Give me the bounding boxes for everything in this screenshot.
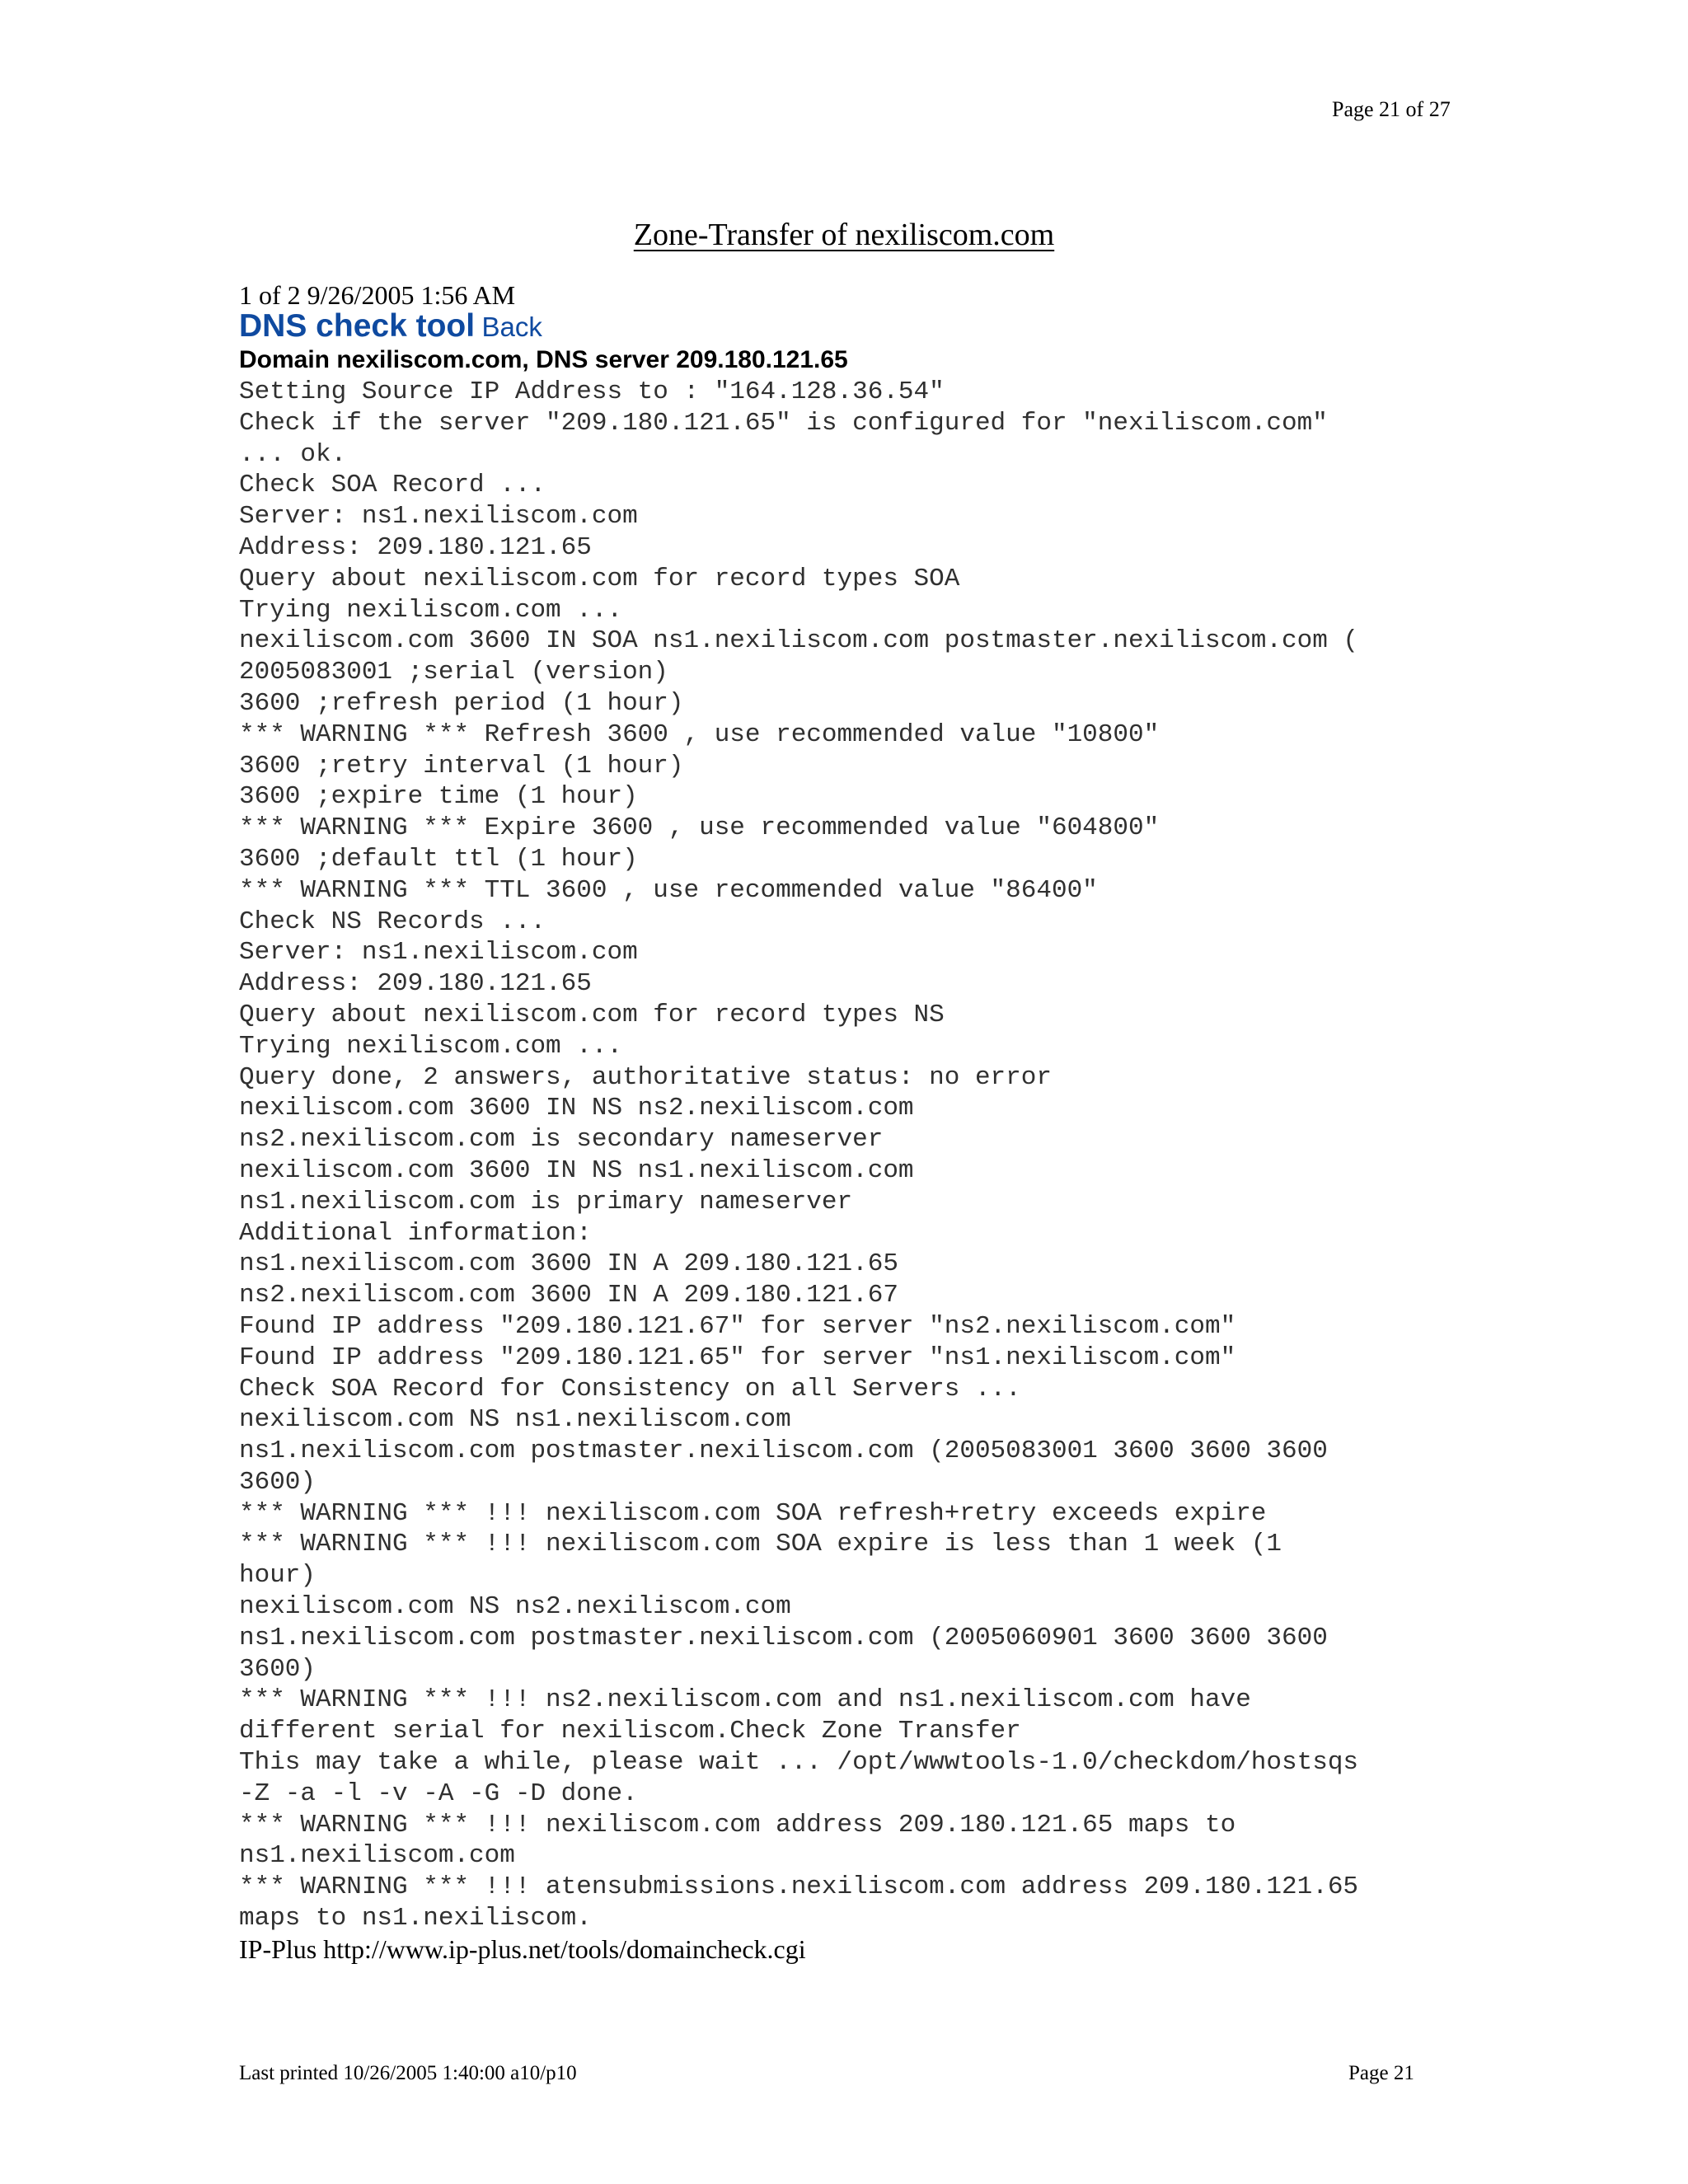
log-line: 3600 ;retry interval (1 hour) [239, 751, 684, 780]
log-line: 2005083001 ;serial (version) [239, 658, 668, 687]
log-line: Check SOA Record for Consistency on all Servers ... [239, 1374, 1021, 1404]
log-line: ns1.nexiliscom.com postmaster.nexiliscom.com (2005083001 3600 3600 3600 [239, 1436, 1328, 1466]
log-line: Check if the server "209.180.121.65" is configured for "nexiliscom.com" [239, 408, 1328, 438]
log-line: *** WARNING *** !!! nexiliscom.com SOA refresh+retry exceeds expire [239, 1498, 1267, 1528]
log-line: 3600) [239, 1654, 316, 1684]
log-line: Server: ns1.nexiliscom.com [239, 938, 638, 968]
log-line: *** WARNING *** !!! nexiliscom.com address 209.180.121.65 maps to [239, 1810, 1236, 1840]
log-line: ns2.nexiliscom.com is secondary nameserver [239, 1125, 884, 1155]
log-line: Found IP address "209.180.121.67" for server "ns2.nexiliscom.com" [239, 1311, 1236, 1341]
log-line: ns1.nexiliscom.com postmaster.nexiliscom.com (2005060901 3600 3600 3600 [239, 1623, 1328, 1652]
log-line: ns1.nexiliscom.com is primary nameserver [239, 1187, 853, 1216]
log-line: Trying nexiliscom.com ... [239, 1031, 623, 1061]
log-line: nexiliscom.com NS ns2.nexiliscom.com [239, 1592, 791, 1622]
log-line: Address: 209.180.121.65 [239, 532, 592, 562]
log-line: Trying nexiliscom.com ... [239, 595, 623, 625]
page-title [0, 217, 1688, 253]
log-line: nexiliscom.com 3600 IN NS ns2.nexiliscom.com [239, 1094, 914, 1123]
log-line: ns1.nexiliscom.com [239, 1841, 515, 1871]
domain-server-line: Domain nexiliscom.com, DNS server 209.180.121.65 [239, 346, 848, 373]
log-line: 3600) [239, 1467, 316, 1497]
log-line: 3600 ;default ttl (1 hour) [239, 844, 638, 874]
print-info: 1 of 2 9/26/2005 1:56 AM [239, 280, 516, 310]
log-line: nexiliscom.com NS ns1.nexiliscom.com [239, 1405, 791, 1435]
log-line: hour) [239, 1561, 316, 1591]
log-line: Address: 209.180.121.65 [239, 969, 592, 999]
back-link[interactable]: Back [481, 312, 542, 342]
dns-check-log [239, 377, 1358, 1934]
last-printed: Last printed 10/26/2005 1:40:00 a10/p10 [239, 2062, 577, 2084]
log-line: 3600 ;refresh period (1 hour) [239, 688, 684, 718]
source-url: IP-Plus http://www.ip-plus.net/tools/domaincheck.cgi [239, 1934, 806, 1964]
log-line: *** WARNING *** TTL 3600 , use recommended value "86400" [239, 875, 1098, 905]
log-line: *** WARNING *** Refresh 3600 , use recommended value "10800" [239, 719, 1160, 749]
page-number-footer: Page 21 [1348, 2062, 1414, 2084]
log-line: This may take a while, please wait ... /opt/wwwtools-1.0/checkdom/hostsqs [239, 1748, 1359, 1778]
log-line: 3600 ;expire time (1 hour) [239, 782, 638, 812]
log-line: Server: ns1.nexiliscom.com [239, 502, 638, 532]
log-line: -Z -a -l -v -A -G -D done. [239, 1779, 638, 1808]
log-line: *** WARNING *** !!! nexiliscom.com SOA expire is less than 1 week (1 [239, 1530, 1282, 1559]
tool-heading [239, 308, 542, 344]
log-line: ns1.nexiliscom.com 3600 IN A 209.180.121.65 [239, 1249, 898, 1279]
log-line: maps to ns1.nexiliscom. [239, 1904, 592, 1933]
tool-title: DNS check tool [239, 308, 476, 344]
log-line: Found IP address "209.180.121.65" for server "ns1.nexiliscom.com" [239, 1343, 1236, 1372]
log-line: *** WARNING *** !!! ns2.nexiliscom.com and ns1.nexiliscom.com have [239, 1685, 1251, 1715]
log-line: Query about nexiliscom.com for record types SOA [239, 564, 960, 593]
log-line: ns2.nexiliscom.com 3600 IN A 209.180.121.67 [239, 1281, 898, 1310]
log-line: ... ok. [239, 439, 347, 469]
log-line: *** WARNING *** !!! atensubmissions.nexiliscom.com address 209.180.121.65 [239, 1872, 1359, 1902]
page-title-text: Zone-Transfer of nexiliscom.com [633, 218, 1055, 252]
log-line: nexiliscom.com 3600 IN NS ns1.nexiliscom.com [239, 1155, 914, 1185]
log-line: Setting Source IP Address to : "164.128.36.54" [239, 377, 945, 406]
log-line: Additional information: [239, 1218, 592, 1248]
log-line: Query done, 2 answers, authoritative status: no error [239, 1062, 1052, 1092]
log-line: nexiliscom.com 3600 IN SOA ns1.nexiliscom.com postmaster.nexiliscom.com ( [239, 626, 1359, 656]
log-line: *** WARNING *** Expire 3600 , use recommended value "604800" [239, 813, 1160, 843]
log-line: Check NS Records ... [239, 907, 546, 936]
log-line: Check SOA Record ... [239, 471, 546, 500]
page-number-header: Page 21 of 27 [1332, 97, 1451, 121]
log-line: different serial for nexiliscom.Check Zone Transfer [239, 1717, 1021, 1746]
log-line: Query about nexiliscom.com for record types NS [239, 1000, 945, 1029]
